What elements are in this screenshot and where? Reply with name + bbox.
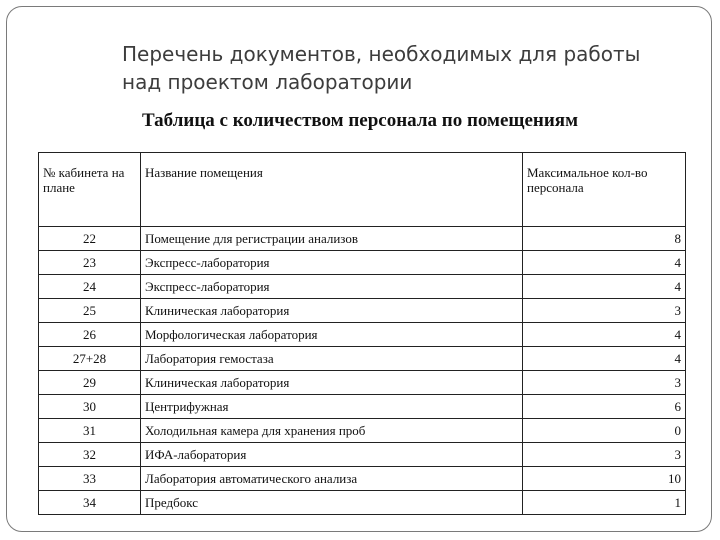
max-staff-cell: 4 bbox=[523, 251, 686, 275]
room-name-cell: Лаборатория гемостаза bbox=[141, 347, 523, 371]
room-number-cell: 24 bbox=[39, 275, 141, 299]
table-header-row bbox=[39, 153, 686, 227]
max-staff-cell: 3 bbox=[523, 371, 686, 395]
table-caption: Таблица с количеством персонала по помещениям bbox=[141, 110, 579, 131]
room-name-cell: ИФА-лаборатория bbox=[141, 443, 523, 467]
header-max-staff: Максимальное кол-во персонала bbox=[523, 153, 686, 227]
room-name-cell: Помещение для регистрации анализов bbox=[141, 227, 523, 251]
room-number-cell: 22 bbox=[39, 227, 141, 251]
staff-table bbox=[38, 152, 686, 515]
max-staff-cell: 3 bbox=[523, 443, 686, 467]
room-number-cell: 33 bbox=[39, 467, 141, 491]
table-row bbox=[39, 443, 686, 467]
table-row bbox=[39, 371, 686, 395]
room-name-cell: Центрифужная bbox=[141, 395, 523, 419]
table-row bbox=[39, 251, 686, 275]
room-number-cell: 25 bbox=[39, 299, 141, 323]
room-name-cell: Клиническая лаборатория bbox=[141, 299, 523, 323]
table-row bbox=[39, 275, 686, 299]
table-row bbox=[39, 395, 686, 419]
slide-title bbox=[122, 40, 682, 96]
slide-title-line1: Перечень документов, необходимых для работы bbox=[122, 42, 641, 66]
max-staff-cell: 10 bbox=[523, 467, 686, 491]
room-name-cell: Экспресс-лаборатория bbox=[141, 275, 523, 299]
room-name-cell: Экспресс-лаборатория bbox=[141, 251, 523, 275]
table-row bbox=[39, 299, 686, 323]
room-number-cell: 26 bbox=[39, 323, 141, 347]
slide-title-line2: над проектом лаборатории bbox=[122, 70, 413, 94]
table-row bbox=[39, 227, 686, 251]
max-staff-cell: 3 bbox=[523, 299, 686, 323]
room-name-cell: Морфологическая лаборатория bbox=[141, 323, 523, 347]
max-staff-cell: 0 bbox=[523, 419, 686, 443]
max-staff-cell: 4 bbox=[523, 323, 686, 347]
room-name-cell: Холодильная камера для хранения проб bbox=[141, 419, 523, 443]
table-row bbox=[39, 467, 686, 491]
max-staff-cell: 1 bbox=[523, 491, 686, 515]
table-row bbox=[39, 347, 686, 371]
max-staff-cell: 8 bbox=[523, 227, 686, 251]
table-row bbox=[39, 323, 686, 347]
room-number-cell: 23 bbox=[39, 251, 141, 275]
room-number-cell: 29 bbox=[39, 371, 141, 395]
table-row bbox=[39, 419, 686, 443]
room-name-cell: Клиническая лаборатория bbox=[141, 371, 523, 395]
max-staff-cell: 6 bbox=[523, 395, 686, 419]
max-staff-cell: 4 bbox=[523, 347, 686, 371]
table-row bbox=[39, 491, 686, 515]
max-staff-cell: 4 bbox=[523, 275, 686, 299]
room-number-cell: 32 bbox=[39, 443, 141, 467]
room-name-cell: Лаборатория автоматического анализа bbox=[141, 467, 523, 491]
room-number-cell: 31 bbox=[39, 419, 141, 443]
room-number-cell: 34 bbox=[39, 491, 141, 515]
header-room-number: № кабинета на плане bbox=[39, 153, 141, 227]
room-name-cell: Предбокс bbox=[141, 491, 523, 515]
header-room-name: Название помещения bbox=[141, 153, 523, 227]
room-number-cell: 30 bbox=[39, 395, 141, 419]
room-number-cell: 27+28 bbox=[39, 347, 141, 371]
